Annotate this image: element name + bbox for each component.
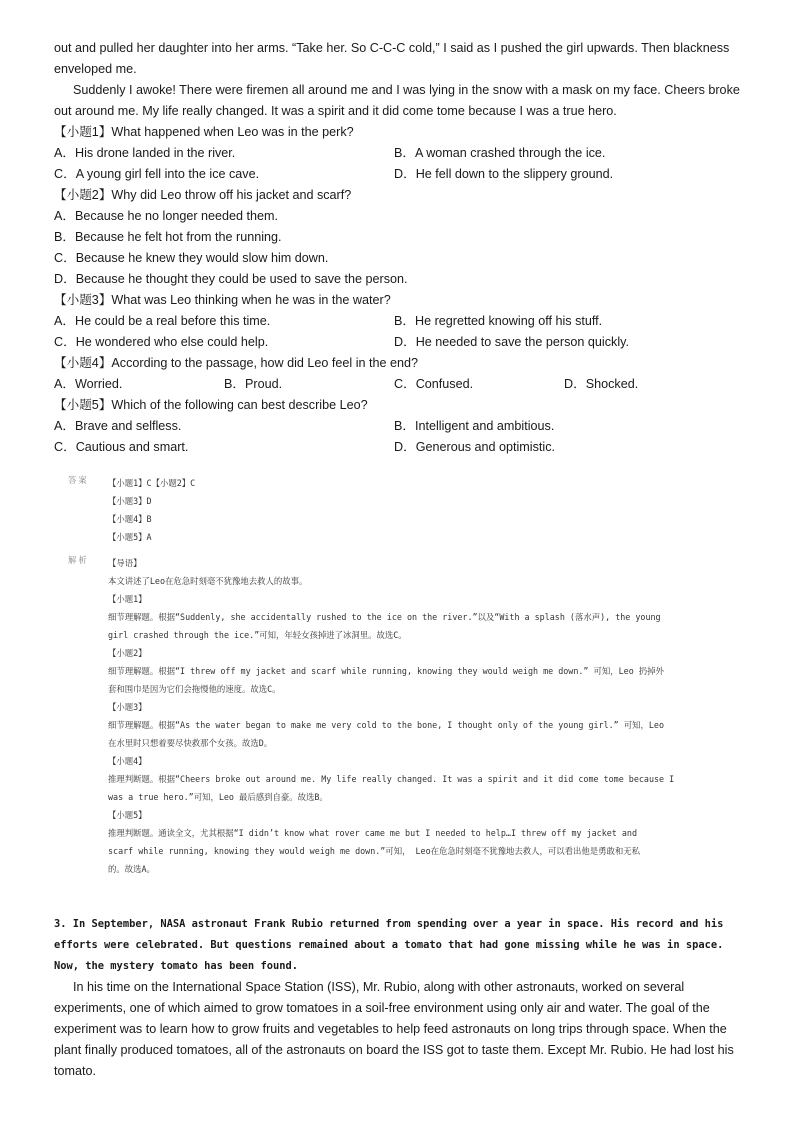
analysis-block [68,554,728,878]
question-5-options [54,416,744,437]
question-1-options [54,164,744,185]
option: B．He regretted knowing off his stuff. [394,314,603,328]
answer-line: 【小题1】C【小题2】C [108,478,196,488]
analysis-line: 细节理解题。根据“I threw off my jacket and scarf while running, knowing they would weigh me down.” 可知，Leo 扔掉外 [108,666,664,676]
option: D．Because he thought they could be used to save the person. [54,272,408,286]
answer-line: 【小题3】D [108,496,152,506]
option: A．Worried. [54,377,123,391]
analysis-line: 【小题4】 [108,756,147,766]
question-3-stem: 【小题3】What was Leo thinking when he was in the water? [54,293,391,307]
analysis-line: 在水里时只想着要尽快救那个女孩。故选D。 [108,738,273,748]
question-5-stem: 【小题5】Which of the following can best describe Leo? [54,398,368,412]
question-4-stem: 【小题4】According to the passage, how did Leo feel in the end? [54,356,419,370]
question-3-options [54,332,744,353]
option: D．He needed to save the person quickly. [394,335,629,349]
analysis-line: 本文讲述了Leo在危急时刻毫不犹豫地去救人的故事。 [108,576,308,586]
passage-paragraph-2: Suddenly I awoke! There were firemen all around me and I was lying in the snow with a mask on my face. Cheers broke out around me. My life really changed. It was a spirit and it did come tome because I was a true hero. [54,83,740,118]
option: C．Because he knew they would slow him down. [54,251,329,265]
analysis-label: 解析 [68,555,89,565]
analysis-line: 【导语】 [108,558,142,568]
analysis-line: 推理判断题。通读全文，尤其根据“I didn’t know what rover came me but I needed to help…I threw off my jacket and [108,828,637,838]
option: B．Because he felt hot from the running. [54,230,282,244]
reading-passage [54,38,744,458]
option: B．Intelligent and ambitious. [394,419,555,433]
analysis-lines [108,554,728,878]
question-4-options [54,374,744,395]
answer-section [68,474,728,878]
option: B．A woman crashed through the ice. [394,146,606,160]
analysis-line: was a true hero.”可知，Leo 最后感到自豪。故选B。 [108,792,328,802]
question-3-options [54,311,744,332]
analysis-line: 细节理解题。根据“Suddenly, she accidentally rushed to the ice on the river.”以及“With a splash (落水声), the young [108,612,661,622]
option: C．Confused. [394,377,474,391]
option: B．Proud. [224,377,283,391]
question-3-paragraph: In his time on the International Space Station (ISS), Mr. Rubio, along with other astronauts, worked on several experiments, one of which aimed to grow tomatoes in a soil-free environment using only air and water. The goal of the experiment was to learn how to grow fruits and vegetables to help feed astronauts on long trips through space. When the plant finally produced tomatoes, all of the astronauts on board the ISS got to taste them. Except Mr. Rubio. He had lost his tomato. [54,980,734,1078]
option: D．He fell down to the slippery ground. [394,167,614,181]
analysis-line: 套和围巾是因为它们会拖慢他的速度。故选C。 [108,684,281,694]
question-3-passage [54,914,744,1082]
analysis-line: scarf while running, knowing they would weigh me down.”可知， Leo在危急时刻毫不犹豫地去救人，可以看出他是勇敢和无私 [108,846,640,856]
option: A．Brave and selfless. [54,419,182,433]
analysis-line: 细节理解题。根据“As the water began to make me very cold to the bone, I thought only of the young girl.” 可知，Leo [108,720,665,730]
option: D．Shocked. [564,377,639,391]
analysis-line: 的。故选A。 [108,864,155,874]
option: A．Because he no longer needed them. [54,209,279,223]
question-5-options [54,437,744,458]
analysis-line: 【小题1】 [108,594,147,604]
answer-block [68,474,728,546]
question-1-stem: 【小题1】What happened when Leo was in the perk? [54,125,354,139]
answer-lines [108,474,728,546]
option: D．Generous and optimistic. [394,440,555,454]
analysis-line: girl crashed through the ice.”可知，年轻女孩掉进了冰洞里。故选C。 [108,630,407,640]
passage-paragraph-1: out and pulled her daughter into her arms. “Take her. So C-C-C cold,” I said as I pushed the girl upwards. Then blackness enveloped me. [54,41,730,76]
option: C．Cautious and smart. [54,440,189,454]
answer-line: 【小题4】B [108,514,152,524]
option: C．He wondered who else could help. [54,335,269,349]
question-3-intro: 3. In September, NASA astronaut Frank Rubio returned from spending over a year in space. His record and his efforts were celebrated. But questions remained about a tomato that had gone missing while he was in space. Now, the mystery tomato has been found. [54,918,724,972]
option: C．A young girl fell into the ice cave. [54,167,260,181]
answer-line: 【小题5】A [108,532,152,542]
analysis-line: 【小题3】 [108,702,147,712]
answer-label: 答案 [68,475,89,485]
question-2-stem: 【小题2】Why did Leo throw off his jacket and scarf? [54,188,352,202]
question-1-options [54,143,744,164]
analysis-line: 【小题5】 [108,810,147,820]
analysis-line: 推理判断题。根据“Cheers broke out around me. My life really changed. It was a spirit and it did come tome because I [108,774,675,784]
analysis-line: 【小题2】 [108,648,147,658]
option: A．His drone landed in the river. [54,146,236,160]
option: A．He could be a real before this time. [54,314,271,328]
